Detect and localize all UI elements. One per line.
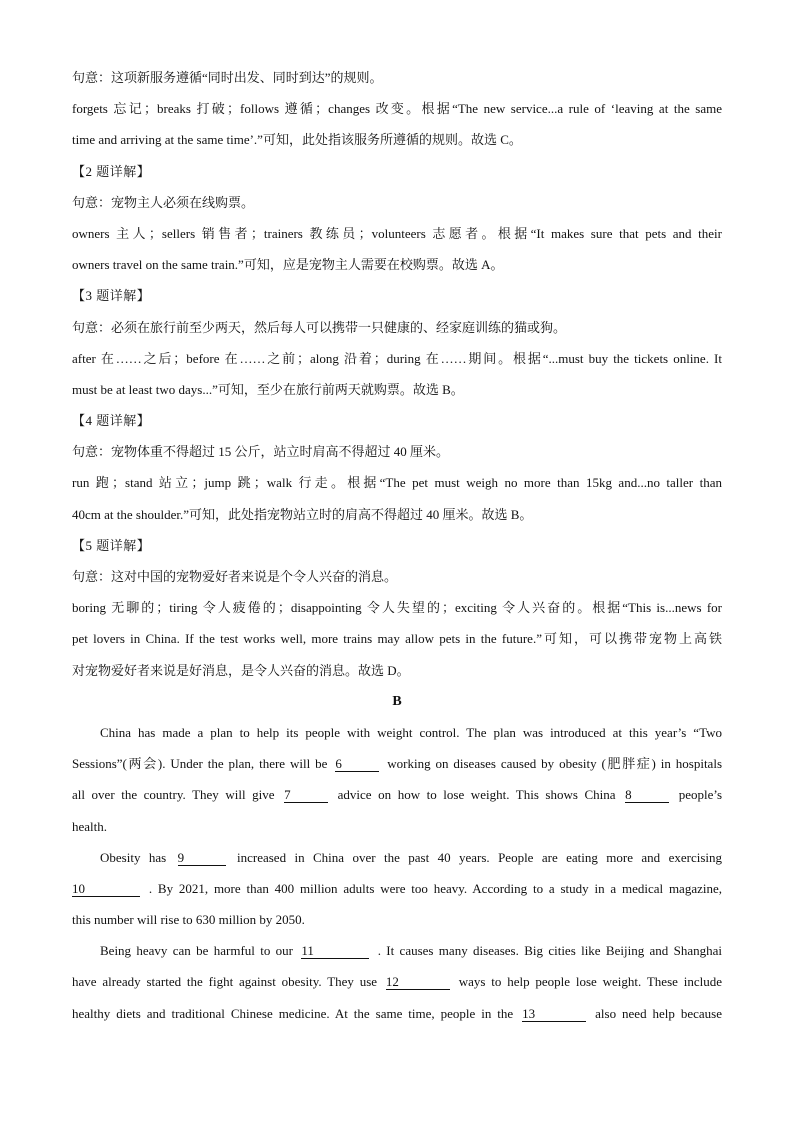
q5-analysis-line-3: 对宠物爱好者来说是好消息，是令人兴奋的消息。故选 D。 [72, 662, 410, 678]
q4-analysis-line-1: run 跑；stand 站立；jump 跳；walk 行走。根据“The pet must weigh no more than 15kg and...no taller than [72, 475, 722, 491]
q5-analysis-line-1: boring 无聊的；tiring 令人疲倦的；disappointing 令人失望的；exciting 令人兴奋的。根据“This is...news for [72, 600, 722, 616]
q3-analysis-line-2: must be at least two days...”可知，至少在旅行前两天就购票。故选 B。 [72, 381, 464, 397]
q3-analysis-line-1: after 在……之后；before 在……之前；along 沿着；during 在……期间。根据“...must buy the tickets online. It [72, 350, 722, 366]
passage-text: healthy diets and traditional Chinese medicine. At the same time, people in the [72, 1005, 514, 1021]
blank-11[interactable]: 11 [301, 944, 369, 959]
q2-heading: 【2 题详解】 [72, 163, 151, 179]
q2-meaning: 句意：宠物主人必须在线购票。 [72, 194, 255, 210]
passage-p1-line-2 [72, 748, 722, 779]
passage-text: Obesity has [100, 849, 167, 865]
q2-analysis-line-1: owners 主人；sellers 销售者；trainers 教练员；volunteers 志愿者。根据“It makes sure that pets and their [72, 225, 722, 241]
passage-text: also need help because [595, 1005, 722, 1021]
passage-text: working on diseases caused by obesity (肥胖症) in hospitals [387, 756, 722, 772]
passage-p1-line-1: China has made a plan to help its people with weight control. The plan was introduced at this year’s “Two [100, 724, 722, 740]
passage-p3-line-1 [72, 935, 722, 966]
q2-analysis-line-2: owners travel on the same train.”可知，应是宠物主人需要在校购票。故选 A。 [72, 257, 504, 273]
blank-6[interactable]: 6 [335, 757, 379, 772]
passage-text: Sessions”(两会). Under the plan, there will be [72, 756, 328, 772]
passage-p2-line-1 [72, 842, 722, 873]
passage-p2-line-2 [72, 873, 722, 904]
passage-text: all over the country. They will give [72, 787, 275, 803]
passage-p1-line-3 [72, 779, 722, 810]
document-page [72, 62, 722, 1029]
blank-9[interactable]: 9 [178, 851, 226, 866]
passage-text: . By 2021, more than 400 million adults were too heavy. According to a study in a medical magazine, [148, 880, 722, 896]
passage-text: Being heavy can be harmful to our [100, 943, 293, 959]
blank-10[interactable]: 10 [72, 882, 140, 897]
blank-7[interactable]: 7 [284, 788, 328, 803]
passage-p3-line-2 [72, 966, 722, 997]
blank-8[interactable]: 8 [625, 788, 669, 803]
passage-p1-line-4: health. [72, 818, 108, 834]
q1-analysis-line-2: time and arriving at the same time’.”可知，此处指该服务所遵循的规则。故选 C。 [72, 132, 522, 148]
blank-12[interactable]: 12 [386, 975, 450, 990]
passage-text: have already started the fight against obesity. They use [72, 974, 378, 990]
blank-13[interactable]: 13 [522, 1007, 586, 1022]
passage-text: increased in China over the past 40 years. People are eating more and exercising [237, 849, 722, 865]
q5-meaning: 句意：这对中国的宠物爱好者来说是个令人兴奋的消息。 [72, 569, 398, 584]
section-b-title: B [392, 693, 402, 709]
q1-analysis-line-1: forgets 忘记；breaks 打破；follows 遵循；changes 改变。根据“The new service...a rule of ‘leaving at the same [72, 101, 722, 117]
q5-analysis-line-2: pet lovers in China. If the test works well, more trains may allow pets in the future.”可知，可以携带宠物上高铁 [72, 631, 722, 647]
passage-p3-line-3 [72, 998, 722, 1029]
q4-heading: 【4 题详解】 [72, 413, 151, 429]
passage-text: . It causes many diseases. Big cities like Beijing and Shanghai [377, 943, 722, 959]
q4-analysis-line-2: 40cm at the shoulder.”可知，此处指宠物站立时的肩高不得超过 40 厘米。故选 B。 [72, 506, 533, 522]
passage-p2-line-3: this number will rise to 630 million by 2050. [72, 912, 305, 928]
passage-text: ways to help people lose weight. These include [458, 974, 722, 990]
passage-text: advice on how to lose weight. This shows China [337, 787, 616, 803]
q3-heading: 【3 题详解】 [72, 288, 151, 304]
q3-meaning: 句意：必须在旅行前至少两天，然后每人可以携带一只健康的、经家庭训练的猫或狗。 [72, 319, 567, 335]
q1-meaning: 句意：这项新服务遵循“同时出发、同时到达”的规则。 [72, 70, 383, 85]
q5-heading: 【5 题详解】 [72, 537, 151, 553]
passage-text: people’s [678, 787, 722, 803]
q4-meaning: 句意：宠物体重不得超过 15 公斤，站立时肩高不得超过 40 厘米。 [72, 444, 450, 460]
